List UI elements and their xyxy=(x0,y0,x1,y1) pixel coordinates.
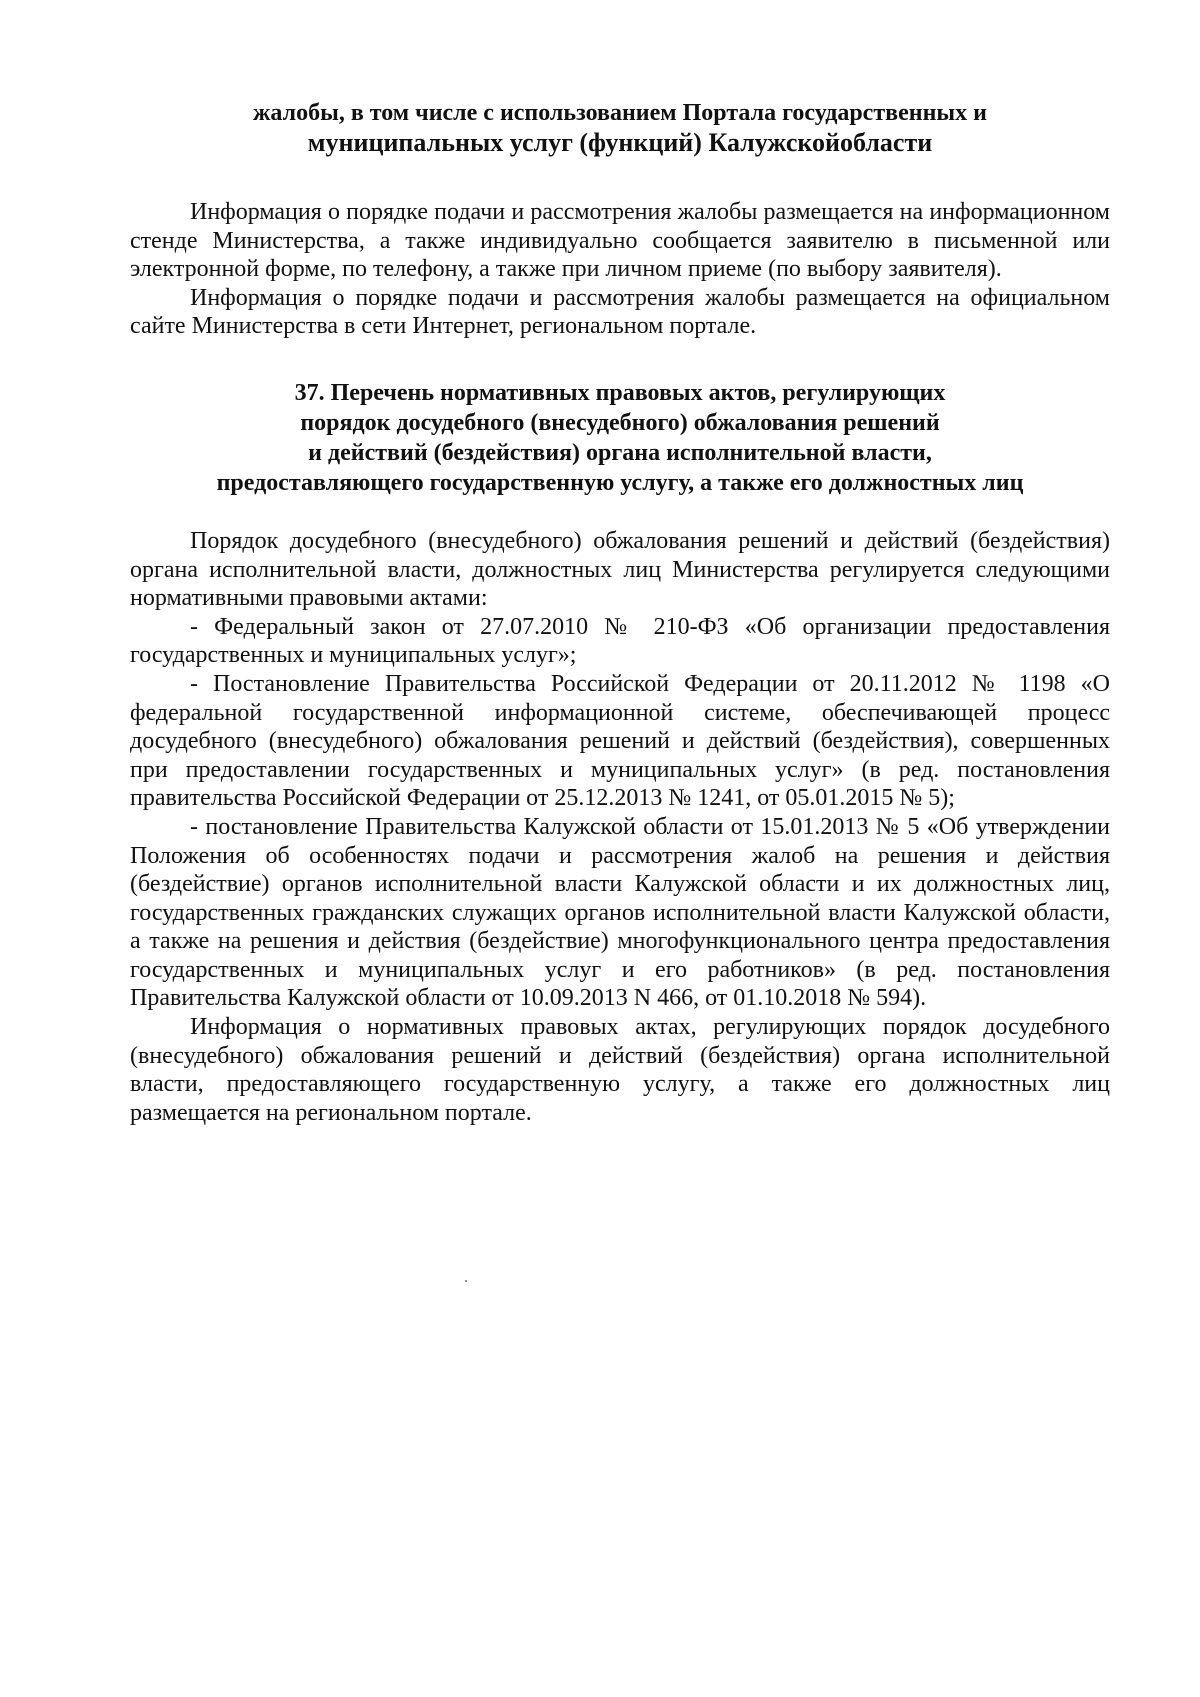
section-37-paragraph-intro: Порядок досудебного (внесудебного) обжалования решений и действий (бездействия) органа исполнительной власти, должностных лиц Министерства регулируется следующими нормативными правовыми актами: xyxy=(130,527,1110,612)
intro-paragraph-1: Информация о порядке подачи и рассмотрения жалобы размещается на информационном стенде Министерства, а также индивидуально сообщается заявителю в письменной или электронной форме, по телефону, а также при личном приеме (по выбору заявителя). xyxy=(130,199,1110,283)
section-37-title xyxy=(130,378,1110,498)
section-37-list-item-government-decree: - Постановление Правительства Российской Федерации от 20.11.2012 № 1198 «О федеральной государственной информационной системе, обеспечивающей процесс досудебного (внесудебного) обжалования решений и действий (бездействия), совершенных при предоставлении государственных и муниципальных услуг» (в ред. постановления правительства Российской Федерации от 25.12.2013 № 1241, от 05.01.2015 № 5); xyxy=(130,670,1110,812)
section-37-list-item-kaluga-decree: - постановление Правительства Калужской области от 15.01.2013 № 5 «Об утверждении Положения об особенностях подачи и рассмотрения жалоб на решения и действия (бездействие) органов исполнительной власти Калужской области и их должностных лиц, государственных гражданских служащих органов исполнительной власти Калужской области, а также на решения и действия (бездействие) многофункционального центра предоставления государственных и муниципальных услуг и его работников» (в ред. постановления Правительства Калужской области от 10.09.2013 N 466, от 01.10.2018 № 594). xyxy=(130,813,1110,1012)
section-37-title-line-3: и действий (бездействия) органа исполнительной власти, xyxy=(308,439,932,466)
heading-line-1: жалобы, в том числе с использованием Портала государственных и xyxy=(253,100,987,126)
section-37-list-item-federal-law: - Федеральный закон от 27.07.2010 № 210-ФЗ «Об организации предоставления государственных и муниципальных услуг»; xyxy=(130,613,1110,669)
intro-paragraph-2: Информация о порядке подачи и рассмотрения жалобы размещается на официальном сайте Министерства в сети Интернет, региональном портале. xyxy=(130,284,1110,340)
document-heading xyxy=(130,98,1110,158)
section-37-title-line-4: предоставляющего государственную услугу, а также его должностных лиц xyxy=(216,469,1024,496)
scan-speck xyxy=(465,1280,467,1282)
section-37-title-line-1: 37. Перечень нормативных правовых актов, регулирующих xyxy=(294,379,946,406)
document-page xyxy=(130,98,1110,1127)
section-37-paragraph-info: Информация о нормативных правовых актах, регулирующих порядок досудебного (внесудебного) обжалования решений и действий (бездействия) органа исполнительной власти, предоставляющего государственную услугу, а также его должностных лиц размещается на региональном портале. xyxy=(130,1014,1110,1126)
section-37-title-line-2: порядок досудебного (внесудебного) обжалования решений xyxy=(300,409,940,436)
heading-line-2: муниципальных услуг (функций) Калужскойобласти xyxy=(307,128,933,157)
